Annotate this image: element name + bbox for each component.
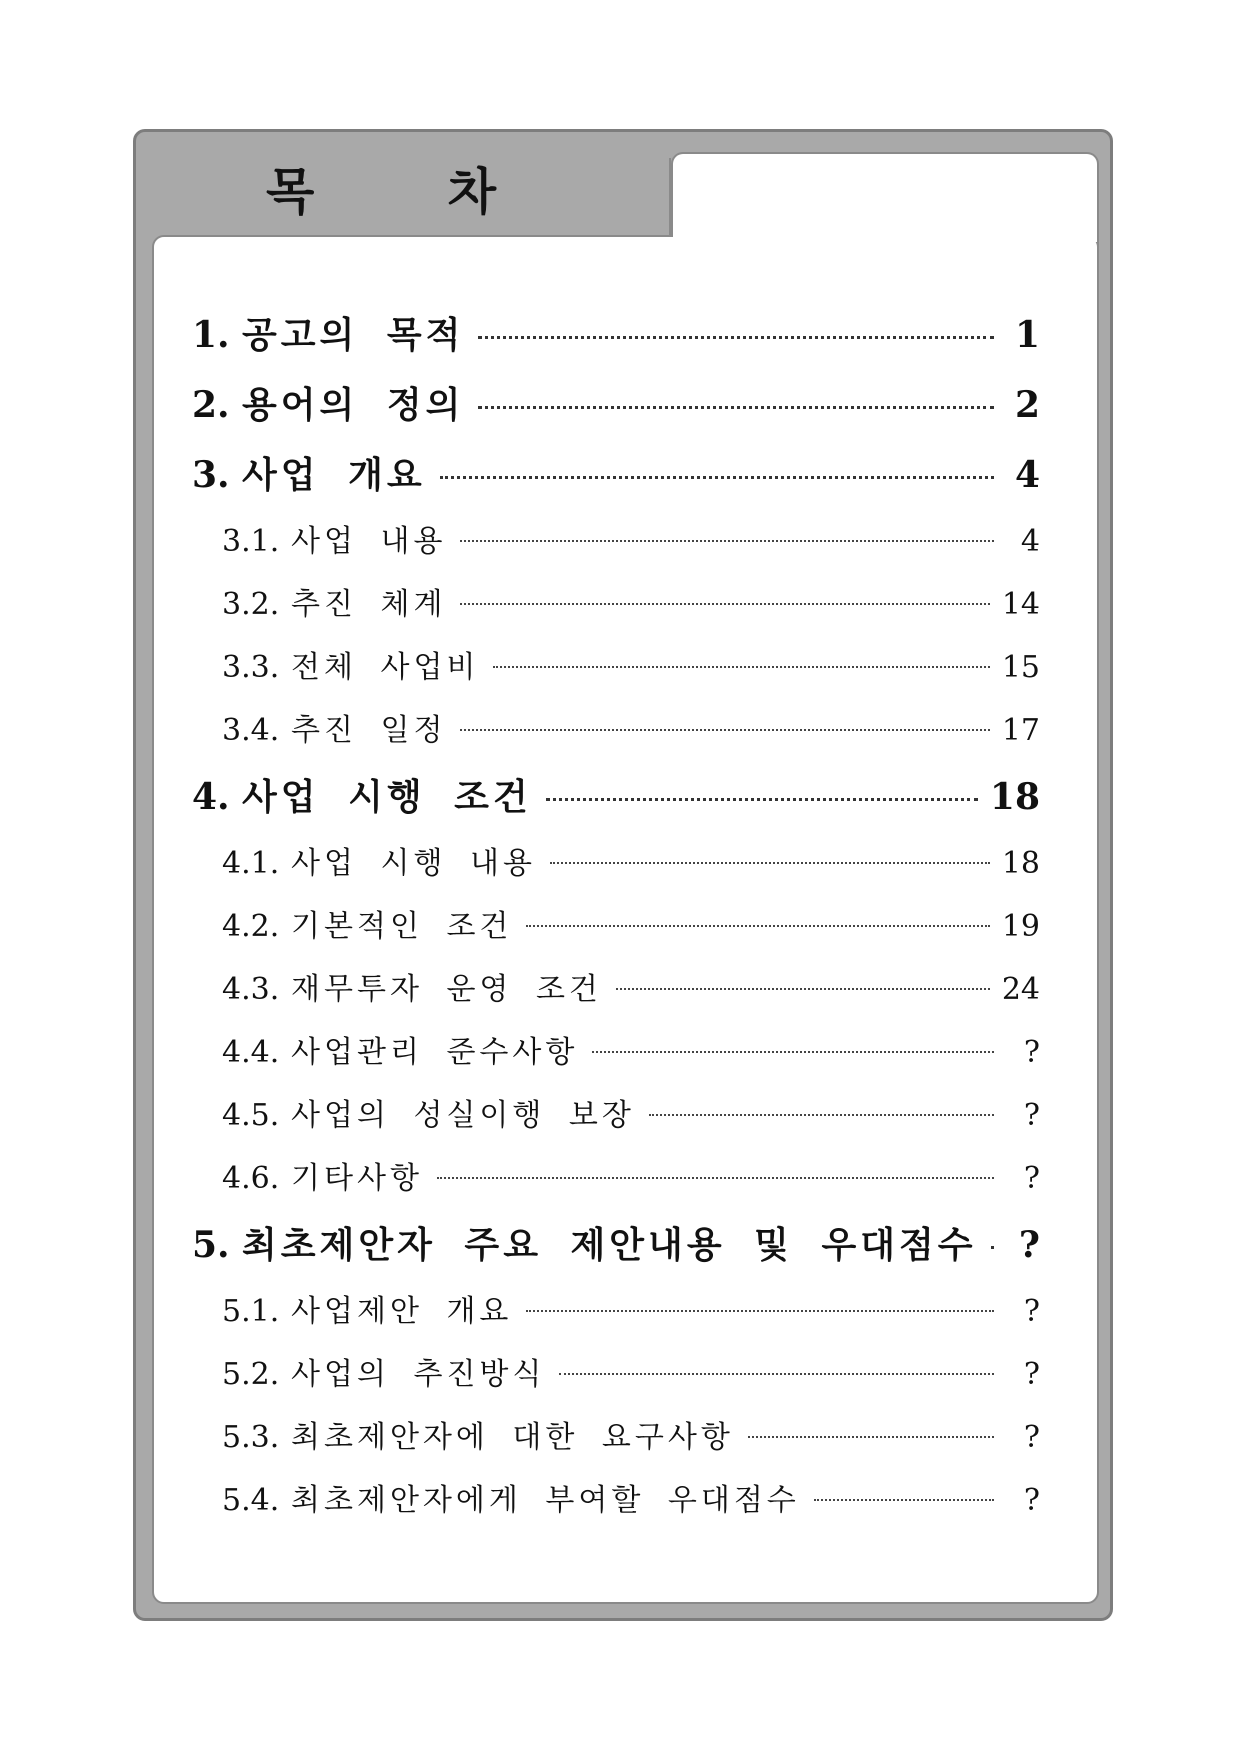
- toc-page-number: ?: [1018, 1224, 1040, 1266]
- toc-title: 기타사항: [291, 1161, 423, 1196]
- toc-title: 사업 개요: [242, 455, 426, 496]
- toc-entry-4-2[interactable]: [192, 895, 1040, 958]
- toc-number: 2.: [192, 384, 230, 426]
- toc-title: 사업의 추진방식: [291, 1357, 546, 1392]
- dot-leader: [478, 336, 994, 339]
- toc-entry-5-3[interactable]: [192, 1406, 1040, 1469]
- toc-entry-5-2[interactable]: [192, 1343, 1040, 1406]
- toc-title: 사업 시행 조건: [242, 777, 532, 818]
- toc-title: 최초제안자에게 부여할 우대점수: [291, 1483, 800, 1518]
- table-of-contents: [192, 300, 1040, 1532]
- toc-number: 4.2.: [222, 909, 280, 944]
- toc-page-number: 2: [1014, 384, 1040, 426]
- toc-number: 4.4.: [222, 1035, 280, 1070]
- toc-page-number: ?: [1023, 1420, 1040, 1455]
- toc-page-number: 18: [989, 776, 1040, 818]
- toc-number: 3.1.: [222, 524, 280, 559]
- dot-leader: [478, 406, 994, 409]
- toc-page-number: ?: [1023, 1161, 1040, 1196]
- toc-page-number: 18: [1001, 846, 1040, 881]
- toc-number: 4.6.: [222, 1161, 280, 1196]
- toc-title: 재무투자 운영 조건: [291, 972, 602, 1007]
- toc-title: 용어의 정의: [242, 385, 465, 426]
- dot-leader: [440, 476, 994, 479]
- toc-title: 사업 내용: [291, 524, 447, 559]
- toc-number: 4.: [192, 776, 230, 818]
- toc-title: 기본적인 조건: [291, 909, 513, 944]
- toc-title: 사업 시행 내용: [291, 846, 536, 881]
- toc-title: 전체 사업비: [291, 650, 480, 685]
- toc-number: 4.3.: [222, 972, 280, 1007]
- toc-entry-4-5[interactable]: [192, 1084, 1040, 1147]
- toc-entry-4-3[interactable]: [192, 958, 1040, 1021]
- dot-leader: [546, 798, 978, 801]
- dot-leader: [493, 666, 989, 668]
- toc-title: 추진 체계: [291, 587, 447, 622]
- toc-page-number: ?: [1023, 1098, 1040, 1133]
- toc-number: 5.1.: [222, 1294, 280, 1329]
- toc-entry-4-6[interactable]: [192, 1147, 1040, 1210]
- dot-leader: [526, 1310, 994, 1312]
- toc-entry-4-4[interactable]: [192, 1021, 1040, 1084]
- dot-leader: [649, 1114, 994, 1116]
- dot-leader: [748, 1436, 994, 1438]
- dot-leader: [437, 1177, 994, 1179]
- toc-page-number: 19: [1001, 909, 1040, 944]
- toc-page-number: ?: [1023, 1294, 1040, 1329]
- toc-entry-5-1[interactable]: [192, 1280, 1040, 1343]
- toc-number: 5.: [192, 1224, 230, 1266]
- toc-entry-3-2[interactable]: [192, 573, 1040, 636]
- toc-title: 사업의 성실이행 보장: [291, 1098, 635, 1133]
- toc-title: 추진 일정: [291, 713, 447, 748]
- toc-page-number: 4: [1020, 524, 1040, 559]
- dot-leader: [991, 1246, 994, 1249]
- toc-entry-3-4[interactable]: [192, 699, 1040, 762]
- toc-title: 사업제안 개요: [291, 1294, 513, 1329]
- toc-page-number: 4: [1014, 454, 1040, 496]
- dot-leader: [550, 862, 990, 864]
- dot-leader: [616, 988, 990, 990]
- page-title: 목 차: [266, 163, 555, 221]
- toc-number: 5.3.: [222, 1420, 280, 1455]
- toc-number: 5.4.: [222, 1483, 280, 1518]
- dot-leader: [814, 1499, 994, 1501]
- dot-leader: [592, 1051, 994, 1053]
- dot-leader: [460, 603, 989, 605]
- toc-entry-3-3[interactable]: [192, 636, 1040, 699]
- toc-number: 1.: [192, 314, 230, 356]
- title-tab: [136, 132, 671, 237]
- toc-number: 3.: [192, 454, 230, 496]
- toc-title: 공고의 목적: [242, 315, 465, 356]
- toc-page-number: 14: [1001, 587, 1040, 622]
- toc-entry-5[interactable]: [192, 1210, 1040, 1280]
- toc-title: 최초제안자 주요 제안내용 및 우대점수: [242, 1225, 977, 1266]
- toc-entry-2[interactable]: [192, 370, 1040, 440]
- dot-leader: [559, 1373, 994, 1375]
- toc-title: 사업관리 준수사항: [291, 1035, 579, 1070]
- toc-number: 3.4.: [222, 713, 280, 748]
- toc-number: 3.3.: [222, 650, 280, 685]
- toc-page-number: 1: [1014, 314, 1040, 356]
- toc-entry-4-1[interactable]: [192, 832, 1040, 895]
- dot-leader: [526, 925, 989, 927]
- toc-entry-1[interactable]: [192, 300, 1040, 370]
- toc-entry-5-4[interactable]: [192, 1469, 1040, 1532]
- toc-number: 5.2.: [222, 1357, 280, 1392]
- toc-number: 3.2.: [222, 587, 280, 622]
- toc-page-number: ?: [1023, 1357, 1040, 1392]
- toc-entry-4[interactable]: [192, 762, 1040, 832]
- toc-page-number: 15: [1001, 650, 1040, 685]
- toc-title: 최초제안자에 대한 요구사항: [291, 1420, 734, 1455]
- toc-entry-3-1[interactable]: [192, 510, 1040, 573]
- dot-leader: [460, 540, 994, 542]
- toc-page-number: ?: [1023, 1035, 1040, 1070]
- toc-number: 4.1.: [222, 846, 280, 881]
- toc-page-number: 24: [1001, 972, 1040, 1007]
- toc-page-number: ?: [1023, 1483, 1040, 1518]
- toc-entry-3[interactable]: [192, 440, 1040, 510]
- dot-leader: [460, 729, 989, 731]
- toc-page-number: 17: [1001, 713, 1040, 748]
- toc-number: 4.5.: [222, 1098, 280, 1133]
